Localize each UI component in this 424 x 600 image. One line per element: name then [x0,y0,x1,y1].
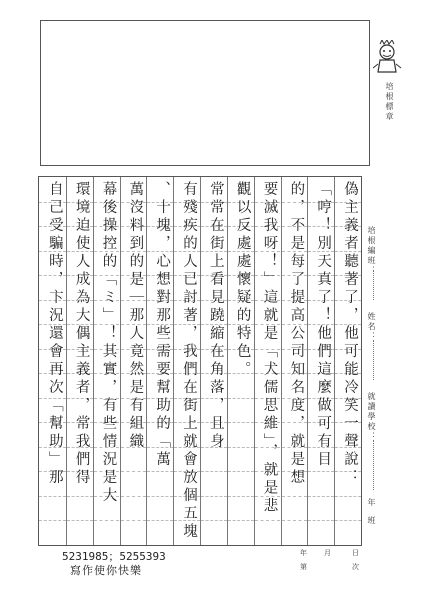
manuscript-column [254,177,281,545]
column-text: 偽主義者聽著了，他可能冷笑一聲說： [341,181,358,487]
cell-divider [308,471,334,472]
footer-ordinal: 第 [300,563,307,571]
cell-divider [39,496,66,497]
name-line [373,340,374,380]
cell-divider [67,496,93,497]
column-text: 要滅我呀！」這就是「犬儒思維」，就是悲 [261,181,278,516]
watermark-title: 寫作使你快樂 [70,564,142,577]
column-text: 幕後操控的「ミ」！其實，有些情況是大 [100,181,117,505]
column-text: 的，不是每了提高公司知名度，就是想 [288,181,305,487]
manuscript-column [39,177,66,545]
manuscript-column [200,177,227,545]
manuscript-column [281,177,308,545]
column-text: 觀以反處處懷疑的特色。 [234,181,251,379]
label-class: 班 [367,516,376,526]
cell-divider [282,520,308,521]
cell-divider [335,496,361,497]
column-text: 常常在街上看見蹺縮在角落，且身 [207,181,224,451]
manuscript-column [334,177,361,545]
footer-day: 日 [352,549,359,557]
cell-divider [147,520,173,521]
cell-divider [67,520,93,521]
column-text: 、十塊，心想對那些需要幫助的「萬 [154,181,171,469]
manuscript-grid [38,176,362,546]
cell-divider [201,520,227,521]
class-id-line [373,270,374,300]
manuscript-column [66,177,93,545]
cell-divider [147,496,173,497]
header-box [40,20,370,166]
label-class-id: 培根編班： [367,226,376,276]
bacon-mascot-icon [372,40,402,76]
cell-divider [255,520,281,521]
cell-divider [228,422,254,423]
label-grade: 年 [367,498,376,508]
cell-divider [228,496,254,497]
school-line [373,440,374,490]
cell-divider [39,520,66,521]
cell-divider [228,520,254,521]
cell-divider [308,496,334,497]
cell-divider [201,496,227,497]
cell-divider [94,520,120,521]
logo-caption: 培根標章 [385,82,394,122]
manuscript-column [227,177,254,545]
footer-month: 月 [324,549,331,557]
label-name: 姓名： [367,312,376,342]
cell-divider [121,520,147,521]
footer-times: 次 [352,563,359,571]
column-text: 「哼！別天真了！他們這麼做可有目 [315,181,332,469]
column-text: 自己受騙時，卞況還會再次「幫助」那 [46,181,63,487]
cell-divider [228,398,254,399]
cell-divider [335,520,361,521]
footer-year: 年 [300,549,307,557]
cell-divider [228,447,254,448]
date-row [300,548,380,578]
watermark-code: 5231985；5255393 [62,550,166,563]
cell-divider [282,496,308,497]
manuscript-column [120,177,147,545]
manuscript-column [146,177,173,545]
cell-divider [147,471,173,472]
label-school: 就讀學校： [367,392,376,442]
cell-divider [121,496,147,497]
cell-divider [308,520,334,521]
cell-divider [228,471,254,472]
column-text: 環境迫使人成為大偶主義者，常我們得 [73,181,90,487]
column-text: 萬沒料到的是｜那人竟然是有組織 [127,181,144,451]
column-text: 有殘疾的人已討著，我們在街上就會放個五塊 [180,181,197,541]
cell-divider [201,471,227,472]
manuscript-column [173,177,200,545]
manuscript-column [93,177,120,545]
manuscript-column [307,177,334,545]
cell-divider [121,471,147,472]
